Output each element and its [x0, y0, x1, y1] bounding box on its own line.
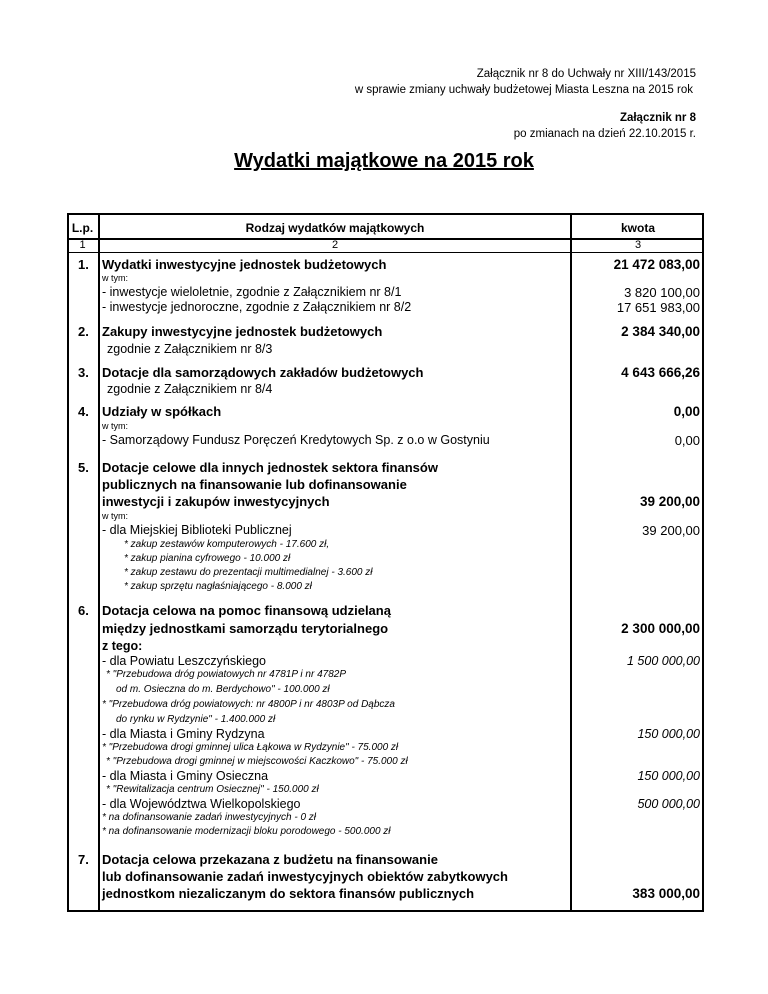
section-title: Wydatki inwestycyjne jednostek budżetowych — [102, 257, 387, 272]
list-item: - inwestycje wieloletnie, zgodnie z Załącznikiem nr 8/1 — [102, 285, 402, 299]
section-amount: 4 643 666,26 — [621, 365, 700, 380]
detail-note: * "Rewitalizacja centrum Osiecznej" - 150.000 zł — [106, 784, 319, 795]
section-number: 2. — [78, 324, 89, 339]
list-item-amount: 0,00 — [674, 433, 700, 448]
column-header-amount: kwota — [620, 221, 655, 235]
sub-label: w tym: — [102, 273, 128, 283]
list-item-amount: 150 000,00 — [637, 769, 700, 783]
section-title: Udziały w spółkach — [102, 404, 222, 419]
list-item-amount: 500 000,00 — [637, 797, 700, 811]
section-number: 3. — [78, 365, 89, 380]
column-header-lp: L.p. — [71, 221, 94, 235]
resolution-reference: Załącznik nr 8 do Uchwały nr XIII/143/2015 — [476, 68, 696, 80]
sub-label: z tego: — [102, 639, 143, 653]
detail-note: * zakup sprzętu nagłaśniającego - 8.000 zł — [124, 581, 312, 592]
section-title-line: lub dofinansowanie zadań inwestycyjnych obiektów zabytkowych — [102, 869, 508, 884]
annex-label: Załącznik nr 8 — [619, 112, 696, 124]
section-number: 5. — [78, 460, 89, 475]
list-item: - Samorządowy Fundusz Poręczeń Kredytowych Sp. z o.o w Gostyniu — [102, 433, 490, 447]
section-title-line: między jednostkami samorządu terytorialnego — [102, 621, 389, 636]
column-number-3: 3 — [634, 239, 642, 251]
section-title-line: publicznych na finansowanie lub dofinansowanie — [102, 477, 407, 492]
list-item: - inwestycje jednoroczne, zgodnie z Załącznikiem nr 8/2 — [102, 300, 412, 314]
detail-note: * na dofinansowanie modernizacji bloku porodowego - 500.000 zł — [102, 826, 391, 837]
section-number: 4. — [78, 404, 89, 419]
resolution-subject: w sprawie zmiany uchwały budżetowej Miasta Leszna na 2015 rok — [354, 84, 693, 96]
section-number: 7. — [78, 852, 89, 867]
list-item: - dla Miasta i Gminy Rydzyna — [102, 727, 265, 741]
list-item: - dla Miejskiej Biblioteki Publicznej — [102, 523, 292, 537]
section-note: zgodnie z Załącznikiem nr 8/3 — [107, 342, 273, 356]
list-item-amount: 150 000,00 — [637, 727, 700, 741]
detail-note: * "Przebudowa drogi gminnej w miejscowości Kaczkowo" - 75.000 zł — [106, 756, 408, 767]
page-title: Wydatki majątkowe na 2015 rok — [234, 150, 534, 172]
section-title-line: jednostkom niezaliczanym do sektora finansów publicznych — [102, 886, 475, 901]
detail-note: do rynku w Rydzynie" - 1.400.000 zł — [116, 714, 276, 725]
section-amount: 0,00 — [673, 404, 700, 419]
list-item: - dla Miasta i Gminy Osieczna — [102, 769, 269, 783]
detail-note: * zakup pianina cyfrowego - 10.000 zł — [124, 553, 291, 564]
column-number-1: 1 — [79, 239, 86, 251]
section-number: 6. — [78, 603, 89, 618]
annex-date: po zmianach na dzień 22.10.2015 r. — [513, 128, 696, 140]
section-amount: 383 000,00 — [632, 886, 700, 901]
list-item-amount: 39 200,00 — [642, 523, 700, 538]
detail-note: od m. Osieczna do m. Berdychowo" - 100.000 zł — [116, 684, 330, 695]
list-item-amount: 1 500 000,00 — [627, 654, 700, 668]
detail-note: * "Przebudowa dróg powiatowych nr 4781P i nr 4782P — [106, 669, 346, 680]
list-item-amount: 17 651 983,00 — [616, 300, 700, 315]
section-note: zgodnie z Załącznikiem nr 8/4 — [107, 382, 273, 396]
detail-note: * "Przebudowa drogi gminnej ulica Łąkowa w Rydzynie" - 75.000 zł — [102, 742, 399, 753]
list-item: - dla Powiatu Leszczyńskiego — [102, 654, 266, 668]
section-title-line: Dotacja celowa przekazana z budżetu na finansowanie — [102, 852, 438, 867]
detail-note: * "Przebudowa dróg powiatowych: nr 4800P i nr 4803P od Dąbcza — [102, 699, 395, 710]
sub-label: w tym: — [102, 421, 128, 431]
column-divider-lp — [98, 213, 100, 912]
section-amount: 2 384 340,00 — [621, 324, 700, 339]
section-amount: 39 200,00 — [639, 494, 700, 509]
column-divider-amount — [570, 213, 572, 912]
section-title-line: inwestycji i zakupów inwestycyjnych — [102, 494, 330, 509]
section-title: Zakupy inwestycyjne jednostek budżetowych — [102, 324, 383, 339]
section-title-line: Dotacja celowa na pomoc finansową udzielaną — [102, 603, 391, 618]
section-title-line: Dotacje celowe dla innych jednostek sektora finansów — [102, 460, 438, 475]
section-amount: 21 472 083,00 — [613, 257, 700, 272]
column-number-2: 2 — [331, 239, 339, 251]
section-number: 1. — [78, 257, 89, 272]
list-item-amount: 3 820 100,00 — [624, 285, 700, 300]
column-header-type: Rodzaj wydatków majątkowych — [245, 221, 425, 235]
list-item: - dla Województwa Wielkopolskiego — [102, 797, 301, 811]
detail-note: * zakup zestawów komputerowych - 17.600 zł, — [124, 539, 330, 550]
section-title: Dotacje dla samorządowych zakładów budżetowych — [102, 365, 424, 380]
column-number-divider — [67, 252, 704, 253]
detail-note: * zakup zestawu do prezentacji multimedialnej - 3.600 zł — [124, 567, 373, 578]
section-amount: 2 300 000,00 — [621, 621, 700, 636]
sub-label: w tym: — [102, 511, 128, 521]
detail-note: * na dofinansowanie zadań inwestycyjnych - 0 zł — [102, 812, 317, 823]
